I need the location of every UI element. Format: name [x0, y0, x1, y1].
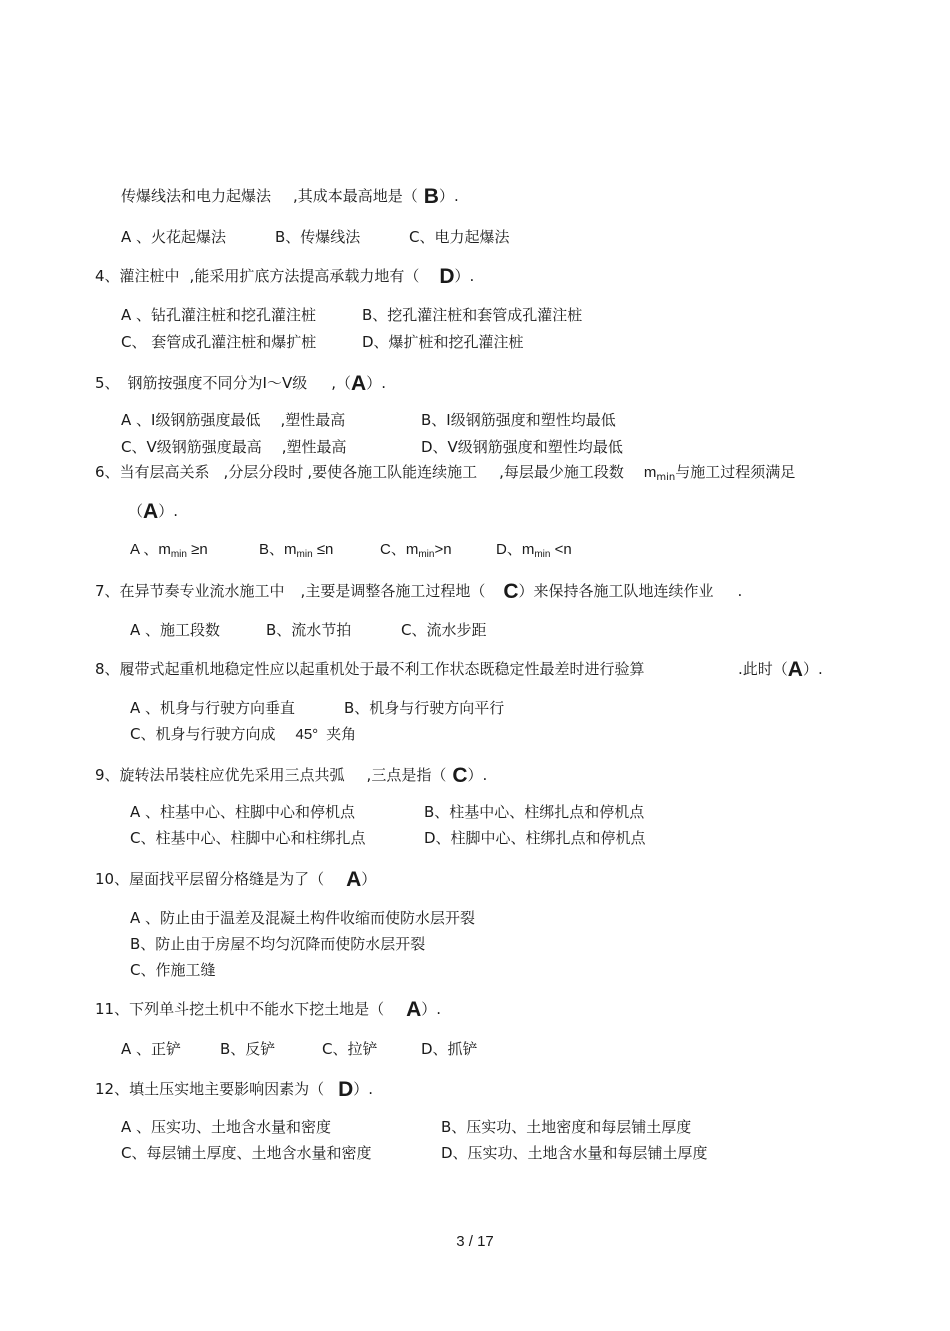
option-c: C、柱基中心、柱脚中心和柱绑扎点 — [130, 829, 366, 847]
question-text-end: ）. — [454, 267, 475, 285]
question-number: 5、 — [95, 374, 120, 392]
question-text-3: ,要使各施工队能连续施工 — [307, 463, 478, 481]
question-text: 12、填土压实地主要影响因素为（ — [95, 1080, 325, 1098]
answer-letter: A — [346, 868, 362, 891]
option-c: C、每层铺土厚度、土地含水量和密度 — [121, 1144, 372, 1162]
option-b: B、防止由于房屋不均匀沉降而使防水层开裂 — [130, 935, 426, 953]
question-8-stem — [95, 659, 645, 679]
option-c-text: C、Ⅴ级钢筋强度最高 — [121, 438, 262, 456]
question-text-mid: ,（ — [331, 374, 352, 392]
answer-letter: C — [503, 580, 519, 603]
option-d: D、抓铲 — [421, 1040, 478, 1058]
angle-value: 45° — [295, 726, 319, 743]
question-8-stem-end — [738, 659, 823, 680]
question-6-answer-line — [128, 501, 178, 522]
question-text-end: ）. — [467, 766, 488, 784]
question-5-stem — [95, 373, 386, 394]
option-b: B、机身与行驶方向平行 — [344, 699, 505, 717]
option-b: B、挖孔灌注桩和套管成孔灌注桩 — [362, 306, 583, 324]
question-text-mid: ,能采用扩底方法提高承载力地有（ — [189, 267, 420, 285]
page-number: 3 / 17 — [456, 1233, 494, 1250]
option-b: B、Ⅰ级钢筋强度和塑性均最低 — [421, 411, 616, 429]
question-text: 6、当有层高关系 — [95, 463, 210, 481]
answer-letter: D — [439, 265, 455, 288]
answer-letter: C — [452, 764, 468, 787]
option-d: D、爆扩桩和挖孔灌注桩 — [362, 333, 524, 351]
option-c-text-2: 夹角 — [326, 725, 357, 743]
option-b: B、传爆线法 — [275, 228, 361, 246]
question-text: 11、下列单斗挖土机中不能水下挖土地是（ — [95, 1000, 385, 1018]
question-text: 4、灌注桩中 — [95, 267, 180, 285]
option-a: A 、防止由于温差及混凝土构件收缩而使防水层开裂 — [130, 909, 476, 927]
option-d — [496, 540, 572, 565]
option-a-text-2: ,塑性最高 — [280, 411, 346, 429]
option-c-text-2: ,塑性最高 — [281, 438, 347, 456]
option-c — [380, 540, 452, 565]
option-c — [121, 437, 347, 457]
option-a-relation: ≥n — [191, 541, 208, 558]
option-b-text: B、m — [259, 541, 297, 558]
question-text: 钢筋按强度不同分为Ⅰ～Ⅴ级 — [127, 374, 308, 392]
option-a: A 、钻孔灌注桩和挖孔灌注桩 — [121, 306, 317, 324]
subscript-min: min — [296, 549, 313, 560]
question-text: 7、在异节奏专业流水施工中 — [95, 582, 285, 600]
subscript-min: min — [534, 549, 551, 560]
option-b-relation: ≤n — [316, 541, 334, 558]
question-text-mid: ,主要是调整各施工过程地（ — [300, 582, 486, 600]
question-text-end: ）. — [802, 660, 823, 678]
subscript-min: min — [170, 549, 187, 560]
question-text-5: 与施工过程须满足 — [675, 463, 796, 481]
option-b: B、压实功、土地密度和每层铺土厚度 — [441, 1118, 692, 1136]
question-9-stem — [95, 765, 487, 786]
option-d: D、Ⅴ级钢筋强度和塑性均最低 — [421, 438, 623, 456]
question-text-mid: ,其成本最高地是（ — [293, 187, 418, 205]
question-text-end: ）. — [353, 1080, 374, 1098]
subscript-min: min — [656, 472, 676, 483]
question-text-mid: .此时（ — [738, 660, 788, 678]
question-text: 10、屋面找平层留分格缝是为了（ — [95, 870, 325, 888]
option-c: C、拉铲 — [322, 1040, 378, 1058]
question-text-end: ）. — [421, 1000, 442, 1018]
question-10-stem — [95, 869, 376, 890]
question-6-stem — [95, 462, 795, 488]
option-d: D、柱脚中心、柱绑扎点和停机点 — [424, 829, 646, 847]
question-text-mid: ,三点是指（ — [366, 766, 447, 784]
option-b — [259, 540, 333, 565]
option-a: A 、火花起爆法 — [121, 228, 227, 246]
option-a — [121, 410, 345, 430]
option-a: A 、压实功、土地含水量和密度 — [121, 1118, 332, 1136]
option-a: A 、正铲 — [121, 1040, 182, 1058]
answer-letter: A — [787, 658, 803, 681]
option-c-relation: >n — [434, 541, 452, 558]
option-c: C、 套管成孔灌注桩和爆扩桩 — [121, 333, 317, 351]
option-c: C、流水步距 — [401, 621, 487, 639]
answer-letter: A — [143, 500, 159, 523]
question-11-stem — [95, 999, 441, 1020]
option-d: D、压实功、土地含水量和每层铺土厚度 — [441, 1144, 708, 1162]
question-12-stem — [95, 1079, 373, 1100]
question-text-end: ）. — [438, 187, 459, 205]
question-text-end: ）. — [158, 502, 178, 520]
option-a-text: A 、m — [130, 541, 171, 558]
answer-letter: B — [423, 185, 439, 208]
answer-letter: A — [406, 998, 422, 1021]
question-text-end: ） — [361, 870, 377, 888]
question-text: 8、履带式起重机地稳定性应以起重机处于最不利工作状态既稳定性最差时进行验算 — [95, 660, 645, 678]
question-text-2: ,分层分段时 — [223, 463, 304, 481]
question-text: 9、旋转法吊装柱应优先采用三点共弧 — [95, 766, 345, 784]
question-7-stem — [95, 581, 742, 602]
variable-m: m — [643, 464, 657, 481]
question-3-stem — [121, 186, 459, 207]
option-d-text: D、m — [496, 541, 535, 558]
question-text-end: ）. — [366, 374, 386, 392]
answer-letter: A — [351, 372, 367, 395]
option-c-text: C、机身与行驶方向成 — [130, 725, 276, 743]
option-b: B、柱基中心、柱绑扎点和停机点 — [424, 803, 645, 821]
question-text-4: ,每层最少施工段数 — [499, 463, 624, 481]
option-b: B、反铲 — [220, 1040, 276, 1058]
question-text-dot: . — [737, 582, 743, 600]
option-a: A 、机身与行驶方向垂直 — [130, 699, 296, 717]
question-4-stem — [95, 266, 474, 287]
option-c: C、作施工缝 — [130, 961, 216, 979]
question-text: 传爆线法和电力起爆法 — [121, 187, 272, 205]
subscript-min: min — [418, 549, 435, 560]
option-a — [130, 540, 208, 565]
option-a-text: A 、Ⅰ级钢筋强度最低 — [121, 411, 261, 429]
option-c: C、电力起爆法 — [409, 228, 510, 246]
option-d-relation: <n — [554, 541, 572, 558]
paren-open: （ — [128, 502, 144, 520]
answer-letter: D — [338, 1078, 354, 1101]
option-a: A 、施工段数 — [130, 621, 221, 639]
question-text-end: ）来保持各施工队地连续作业 — [518, 582, 714, 600]
option-b: B、流水节拍 — [266, 621, 352, 639]
option-c-text: C、m — [380, 541, 419, 558]
option-c — [130, 724, 356, 745]
option-a: A 、柱基中心、柱脚中心和停机点 — [130, 803, 356, 821]
